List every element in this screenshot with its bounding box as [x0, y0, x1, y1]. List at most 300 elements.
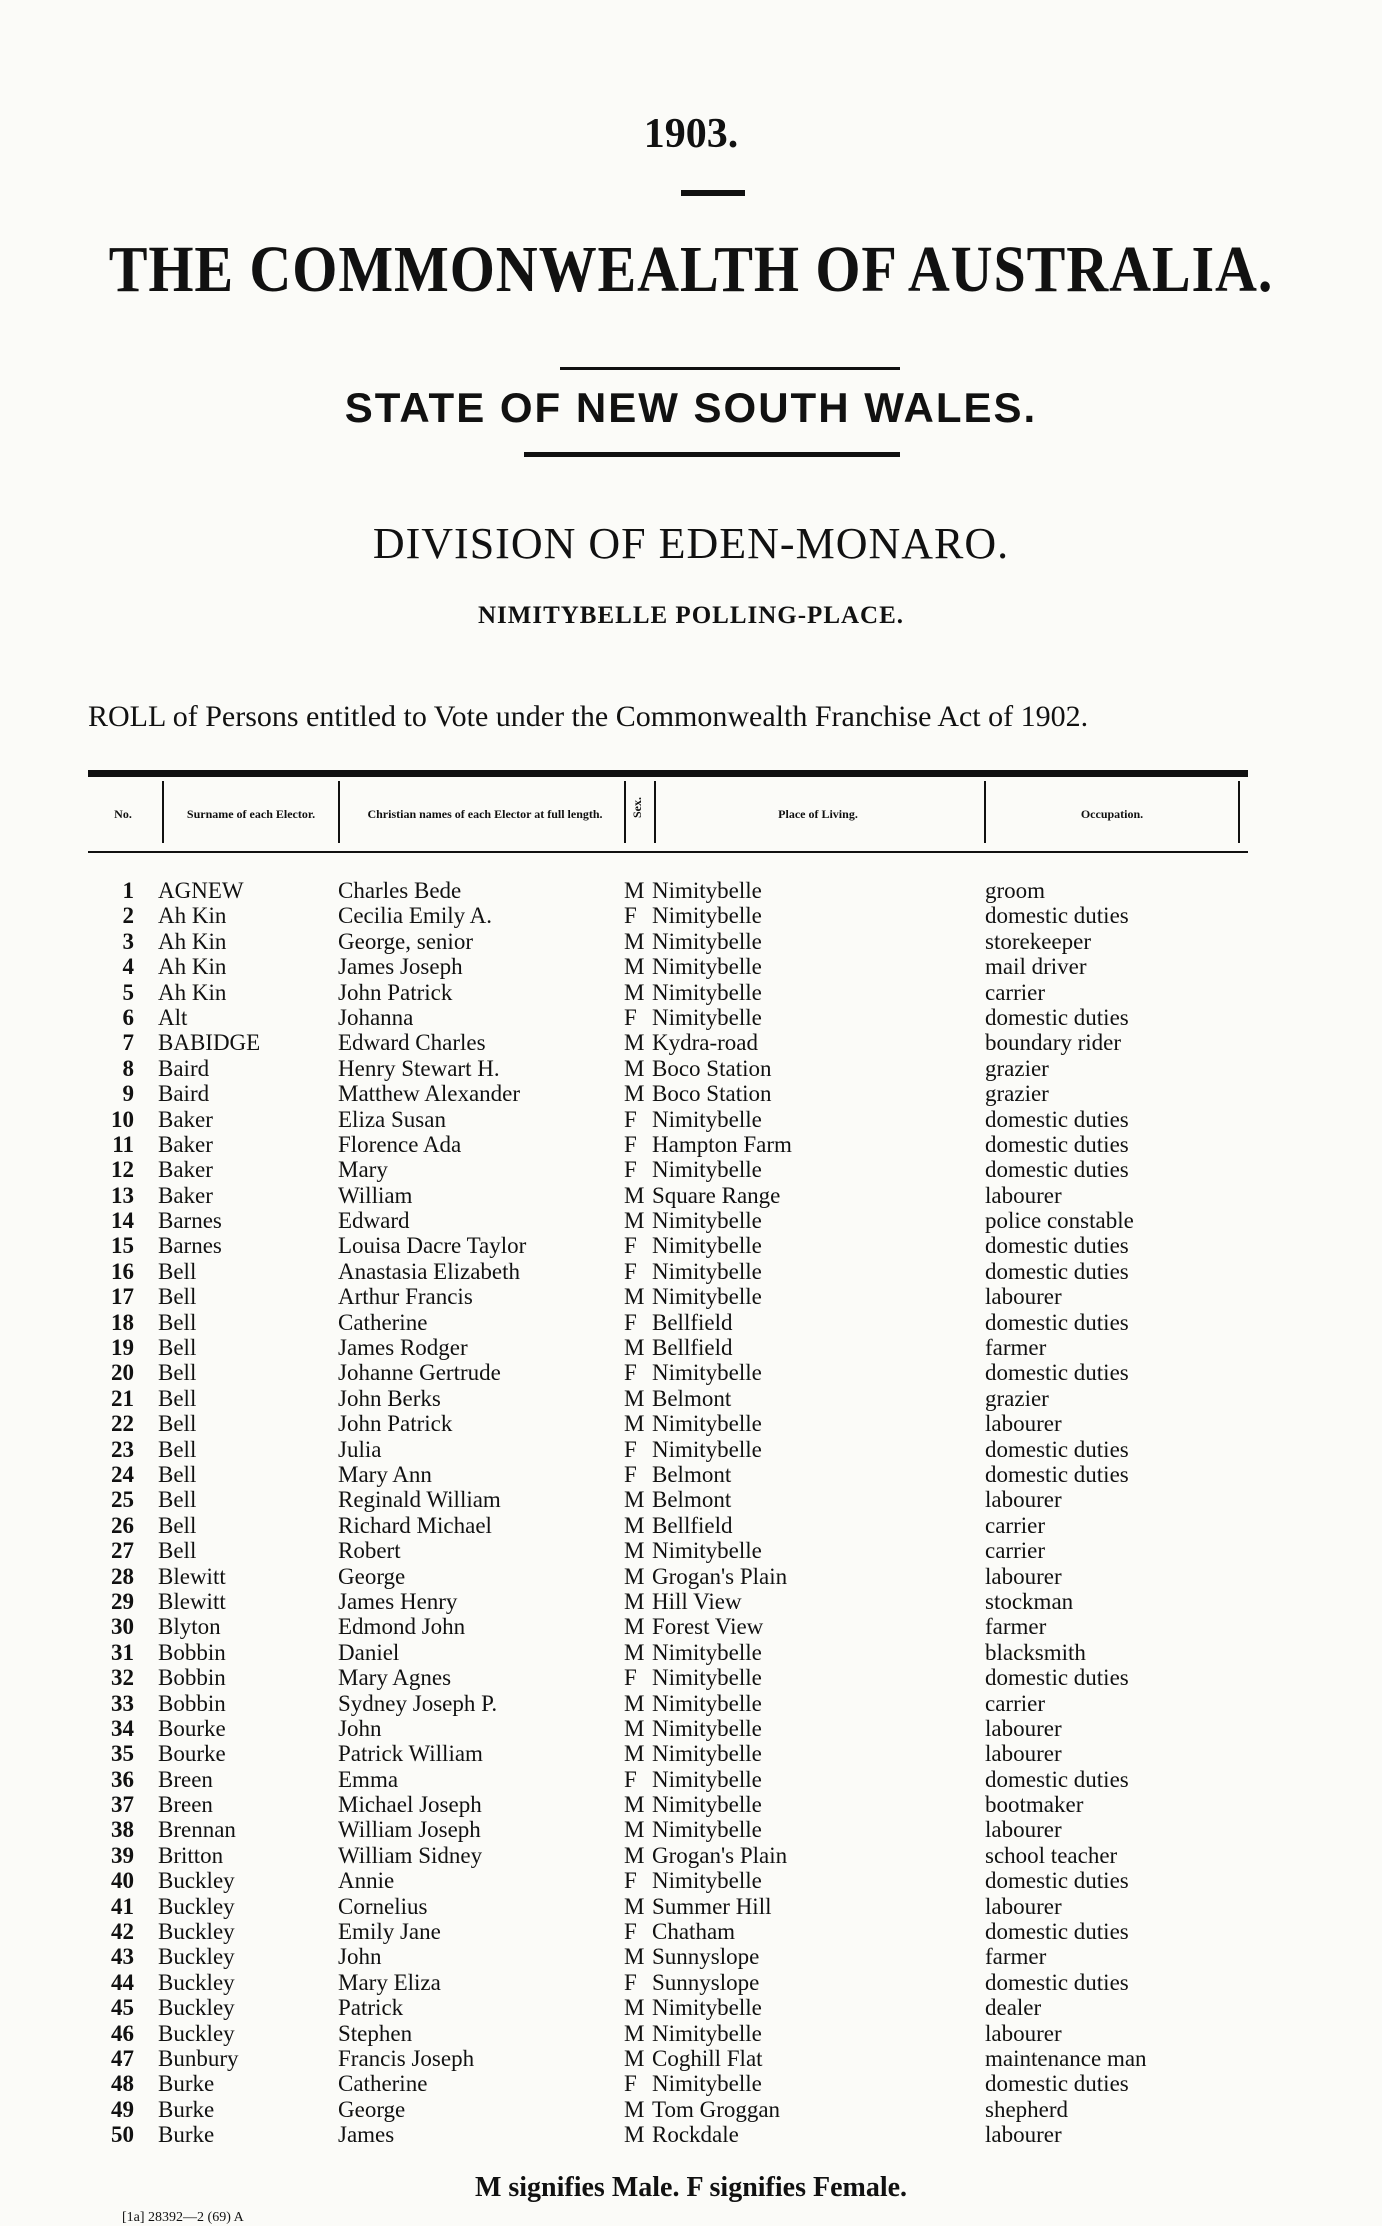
- elector-surname: Blyton: [158, 1614, 221, 1640]
- elector-occupation: labourer: [985, 1487, 1062, 1513]
- elector-place: Grogan's Plain: [652, 1563, 788, 1589]
- elector-occupation: school teacher: [985, 1842, 1118, 1868]
- elector-occupation: police constable: [985, 1208, 1134, 1234]
- elector-christian-names: Reginald William: [338, 1487, 501, 1513]
- elector-number: 2: [122, 903, 134, 929]
- elector-christian-names: Edward Charles: [338, 1030, 486, 1056]
- elector-sex: F: [624, 1461, 637, 1487]
- elector-number: 46: [111, 2020, 134, 2046]
- elector-sex: M: [624, 1741, 645, 1767]
- column-header-place: Place of Living.: [778, 806, 858, 821]
- elector-place: Nimitybelle: [652, 2020, 762, 2046]
- elector-number: 40: [111, 1868, 134, 1894]
- table-row: [0, 1462, 1382, 1487]
- elector-occupation: grazier: [985, 1385, 1049, 1411]
- elector-occupation: farmer: [985, 1614, 1047, 1640]
- year-heading: 1903.: [643, 111, 739, 157]
- elector-number: 1: [122, 878, 134, 903]
- elector-number: 32: [111, 1665, 134, 1691]
- polling-place-heading: NIMITYBELLE POLLING-PLACE.: [477, 602, 905, 629]
- elector-surname: BABIDGE: [158, 1030, 261, 1056]
- column-divider: [624, 781, 626, 843]
- table-row: [0, 929, 1382, 954]
- table-row: [0, 1589, 1382, 1614]
- elector-place: Nimitybelle: [652, 928, 762, 954]
- elector-christian-names: Mary Ann: [338, 1461, 432, 1487]
- elector-sex: M: [624, 979, 645, 1005]
- column-header-surname: Surname of each Elector.: [186, 806, 316, 821]
- elector-sex: F: [624, 1360, 637, 1386]
- elector-occupation: shepherd: [985, 2096, 1069, 2122]
- elector-number: 24: [111, 1461, 134, 1487]
- elector-sex: M: [624, 2045, 645, 2071]
- column-header-occupation: Occupation.: [1080, 806, 1144, 821]
- elector-place: Nimitybelle: [652, 903, 762, 929]
- elector-sex: M: [624, 928, 645, 954]
- elector-surname: Bell: [158, 1258, 197, 1284]
- elector-surname: Bell: [158, 1436, 197, 1462]
- elector-occupation: labourer: [985, 1741, 1062, 1767]
- elector-surname: Ah Kin: [158, 903, 227, 929]
- elector-surname: Bourke: [158, 1715, 226, 1741]
- elector-christian-names: Richard Michael: [338, 1512, 492, 1538]
- elector-occupation: domestic duties: [985, 1233, 1129, 1259]
- table-row: [0, 903, 1382, 928]
- elector-place: Nimitybelle: [652, 1868, 762, 1894]
- elector-christian-names: Henry Stewart H.: [338, 1055, 500, 1081]
- elector-christian-names: Anastasia Elizabeth: [338, 1258, 521, 1284]
- elector-christian-names: Daniel: [338, 1639, 400, 1665]
- elector-place: Forest View: [652, 1614, 764, 1640]
- elector-occupation: domestic duties: [985, 1131, 1129, 1157]
- table-row: [0, 2071, 1382, 2096]
- elector-christian-names: Francis Joseph: [338, 2045, 475, 2071]
- table-row: [0, 1437, 1382, 1462]
- elector-place: Nimitybelle: [652, 1106, 762, 1132]
- elector-place: Bellfield: [652, 1309, 733, 1335]
- elector-place: Nimitybelle: [652, 1639, 762, 1665]
- elector-christian-names: Arthur Francis: [338, 1284, 473, 1310]
- elector-surname: Blewitt: [158, 1588, 226, 1614]
- elector-occupation: stockman: [985, 1588, 1074, 1614]
- elector-surname: Baker: [158, 1131, 213, 1157]
- elector-place: Nimitybelle: [652, 1208, 762, 1234]
- elector-surname: Bell: [158, 1335, 197, 1361]
- elector-occupation: domestic duties: [985, 1436, 1129, 1462]
- elector-surname: Burke: [158, 2096, 215, 2122]
- table-row: [0, 1767, 1382, 1792]
- electors-list: [0, 878, 1382, 2148]
- elector-place: Nimitybelle: [652, 1233, 762, 1259]
- elector-sex: M: [624, 1208, 645, 1234]
- elector-christian-names: William Joseph: [338, 1817, 481, 1843]
- table-row: [0, 1817, 1382, 1842]
- elector-number: 48: [111, 2071, 134, 2097]
- table-row: [0, 1792, 1382, 1817]
- elector-sex: F: [624, 1969, 637, 1995]
- elector-surname: Bunbury: [158, 2045, 239, 2071]
- table-row: [0, 1868, 1382, 1893]
- elector-place: Nimitybelle: [652, 1538, 762, 1564]
- elector-christian-names: Annie: [338, 1868, 395, 1894]
- elector-number: 47: [111, 2045, 134, 2071]
- table-row: [0, 1081, 1382, 1106]
- elector-number: 11: [112, 1131, 134, 1157]
- elector-sex: M: [624, 878, 645, 903]
- column-divider: [338, 781, 340, 843]
- elector-occupation: domestic duties: [985, 1106, 1129, 1132]
- elector-sex: M: [624, 1817, 645, 1843]
- elector-sex: F: [624, 1258, 637, 1284]
- elector-number: 29: [111, 1588, 134, 1614]
- table-row: [0, 1741, 1382, 1766]
- elector-surname: Baker: [158, 1106, 213, 1132]
- elector-christian-names: John Patrick: [338, 979, 453, 1005]
- table-row: [0, 1665, 1382, 1690]
- elector-occupation: bootmaker: [985, 1792, 1084, 1818]
- elector-occupation: grazier: [985, 1081, 1049, 1107]
- table-row: [0, 1614, 1382, 1639]
- table-row: [0, 1030, 1382, 1055]
- elector-surname: Bell: [158, 1411, 197, 1437]
- elector-number: 12: [111, 1157, 134, 1183]
- table-row: [0, 1411, 1382, 1436]
- elector-surname: Bell: [158, 1461, 197, 1487]
- elector-place: Sunnyslope: [652, 1944, 760, 1970]
- elector-surname: Baird: [158, 1055, 210, 1081]
- table-row: [0, 1360, 1382, 1385]
- table-row: [0, 1640, 1382, 1665]
- elector-place: Nimitybelle: [652, 1665, 762, 1691]
- elector-christian-names: Johanna: [338, 1004, 414, 1030]
- table-row: [0, 2122, 1382, 2147]
- elector-number: 14: [111, 1208, 134, 1234]
- elector-occupation: carrier: [985, 1690, 1045, 1716]
- elector-place: Coghill Flat: [652, 2045, 763, 2071]
- elector-surname: Bobbin: [158, 1690, 226, 1716]
- elector-surname: Buckley: [158, 2020, 235, 2046]
- table-row: [0, 1386, 1382, 1411]
- elector-surname: Burke: [158, 2122, 215, 2148]
- elector-surname: Blewitt: [158, 1563, 226, 1589]
- elector-sex: F: [624, 1131, 637, 1157]
- elector-sex: F: [624, 1868, 637, 1894]
- elector-number: 28: [111, 1563, 134, 1589]
- elector-place: Nimitybelle: [652, 1360, 762, 1386]
- elector-surname: Baker: [158, 1157, 213, 1183]
- elector-surname: Britton: [158, 1842, 224, 1868]
- elector-place: Nimitybelle: [652, 1157, 762, 1183]
- roll-heading: ROLL of Persons entitled to Vote under the Commonwealth Franchise Act of 1902.: [88, 700, 1089, 733]
- elector-occupation: storekeeper: [985, 928, 1091, 954]
- elector-occupation: dealer: [985, 1995, 1042, 2021]
- elector-number: 33: [111, 1690, 134, 1716]
- elector-sex: M: [624, 1487, 645, 1513]
- elector-sex: M: [624, 2122, 645, 2148]
- elector-sex: M: [624, 1715, 645, 1741]
- column-divider: [654, 781, 656, 843]
- elector-occupation: domestic duties: [985, 1969, 1129, 1995]
- elector-number: 15: [111, 1233, 134, 1259]
- elector-number: 5: [122, 979, 134, 1005]
- elector-number: 43: [111, 1944, 134, 1970]
- elector-place: Nimitybelle: [652, 1715, 762, 1741]
- table-row: [0, 1208, 1382, 1233]
- elector-occupation: domestic duties: [985, 1766, 1129, 1792]
- table-row: [0, 954, 1382, 979]
- elector-christian-names: Patrick: [338, 1995, 404, 2021]
- elector-occupation: boundary rider: [985, 1030, 1122, 1056]
- elector-occupation: carrier: [985, 979, 1045, 1005]
- elector-surname: Buckley: [158, 1944, 235, 1970]
- elector-christian-names: Cornelius: [338, 1893, 428, 1919]
- elector-sex: M: [624, 1335, 645, 1361]
- elector-number: 38: [111, 1817, 134, 1843]
- sex-legend: M signifies Male. F signifies Female.: [474, 2172, 908, 2203]
- table-row: [0, 1132, 1382, 1157]
- elector-surname: Bell: [158, 1284, 197, 1310]
- elector-sex: M: [624, 1690, 645, 1716]
- elector-christian-names: James Rodger: [338, 1335, 468, 1361]
- elector-surname: Bell: [158, 1360, 197, 1386]
- elector-place: Kydra-road: [652, 1030, 759, 1056]
- elector-sex: M: [624, 1944, 645, 1970]
- elector-sex: F: [624, 903, 637, 929]
- elector-occupation: groom: [985, 878, 1046, 903]
- elector-sex: F: [624, 1004, 637, 1030]
- elector-place: Grogan's Plain: [652, 1842, 788, 1868]
- elector-christian-names: George, senior: [338, 928, 473, 954]
- table-row: [0, 1056, 1382, 1081]
- elector-christian-names: John Patrick: [338, 1411, 453, 1437]
- elector-number: 4: [122, 954, 134, 980]
- elector-occupation: labourer: [985, 1563, 1062, 1589]
- elector-occupation: maintenance man: [985, 2045, 1147, 2071]
- elector-sex: M: [624, 1563, 645, 1589]
- elector-place: Nimitybelle: [652, 1258, 762, 1284]
- table-row: [0, 1335, 1382, 1360]
- column-header-no: No.: [114, 806, 132, 821]
- elector-number: 49: [111, 2096, 134, 2122]
- elector-number: 25: [111, 1487, 134, 1513]
- elector-number: 16: [111, 1258, 134, 1284]
- table-row: [0, 1919, 1382, 1944]
- elector-place: Boco Station: [652, 1055, 772, 1081]
- elector-number: 50: [111, 2122, 134, 2148]
- elector-number: 45: [111, 1995, 134, 2021]
- elector-surname: Buckley: [158, 1893, 235, 1919]
- elector-surname: Bourke: [158, 1741, 226, 1767]
- elector-sex: M: [624, 1842, 645, 1868]
- elector-sex: M: [624, 1284, 645, 1310]
- elector-surname: Buckley: [158, 1995, 235, 2021]
- elector-christian-names: Catherine: [338, 2071, 428, 2097]
- elector-christian-names: George: [338, 1563, 406, 1589]
- elector-surname: Bell: [158, 1309, 197, 1335]
- elector-occupation: labourer: [985, 2122, 1062, 2148]
- table-row: [0, 1259, 1382, 1284]
- elector-surname: AGNEW: [158, 878, 244, 903]
- table-row: [0, 1513, 1382, 1538]
- elector-surname: Bell: [158, 1487, 197, 1513]
- elector-place: Chatham: [652, 1919, 736, 1945]
- elector-occupation: farmer: [985, 1944, 1047, 1970]
- elector-christian-names: Emma: [338, 1766, 399, 1792]
- table-row: [0, 1107, 1382, 1132]
- table-row: [0, 2021, 1382, 2046]
- elector-occupation: labourer: [985, 2020, 1062, 2046]
- table-row: [0, 1538, 1382, 1563]
- table-row: [0, 1970, 1382, 1995]
- elector-occupation: blacksmith: [985, 1639, 1086, 1665]
- elector-christian-names: Robert: [338, 1538, 401, 1564]
- elector-christian-names: Sydney Joseph P.: [338, 1690, 498, 1716]
- elector-sex: M: [624, 1995, 645, 2021]
- elector-occupation: labourer: [985, 1817, 1062, 1843]
- elector-number: 22: [111, 1411, 134, 1437]
- elector-number: 6: [122, 1004, 134, 1030]
- elector-number: 3: [122, 928, 134, 954]
- elector-number: 42: [111, 1919, 134, 1945]
- elector-occupation: labourer: [985, 1284, 1062, 1310]
- table-row: [0, 980, 1382, 1005]
- elector-sex: M: [624, 1893, 645, 1919]
- elector-surname: Bobbin: [158, 1665, 226, 1691]
- elector-sex: M: [624, 1614, 645, 1640]
- table-row: [0, 2097, 1382, 2122]
- elector-place: Tom Groggan: [652, 2096, 781, 2122]
- elector-christian-names: John Berks: [338, 1385, 441, 1411]
- elector-surname: Baker: [158, 1182, 213, 1208]
- elector-christian-names: John: [338, 1715, 382, 1741]
- elector-occupation: domestic duties: [985, 1360, 1129, 1386]
- elector-surname: Buckley: [158, 1969, 235, 1995]
- elector-christian-names: Patrick William: [338, 1741, 483, 1767]
- elector-place: Nimitybelle: [652, 1004, 762, 1030]
- elector-number: 37: [111, 1792, 134, 1818]
- elector-sex: F: [624, 1919, 637, 1945]
- elector-number: 31: [111, 1639, 134, 1665]
- elector-place: Boco Station: [652, 1081, 772, 1107]
- elector-occupation: domestic duties: [985, 1258, 1129, 1284]
- elector-occupation: domestic duties: [985, 1461, 1129, 1487]
- elector-occupation: labourer: [985, 1715, 1062, 1741]
- elector-surname: Breen: [158, 1792, 213, 1818]
- elector-occupation: domestic duties: [985, 1665, 1129, 1691]
- elector-christian-names: Catherine: [338, 1309, 428, 1335]
- elector-sex: M: [624, 1639, 645, 1665]
- elector-surname: Brennan: [158, 1817, 236, 1843]
- elector-christian-names: Michael Joseph: [338, 1792, 482, 1818]
- table-row: [0, 1233, 1382, 1258]
- elector-surname: Bell: [158, 1385, 197, 1411]
- elector-christian-names: Mary: [338, 1157, 388, 1183]
- elector-christian-names: Edmond John: [338, 1614, 466, 1640]
- elector-place: Bellfield: [652, 1512, 733, 1538]
- elector-number: 8: [122, 1055, 134, 1081]
- table-row: [0, 1894, 1382, 1919]
- elector-surname: Buckley: [158, 1919, 235, 1945]
- table-row: [0, 878, 1382, 903]
- elector-number: 21: [111, 1385, 134, 1411]
- table-row: [0, 1487, 1382, 1512]
- elector-occupation: mail driver: [985, 954, 1087, 980]
- elector-number: 19: [111, 1335, 134, 1361]
- elector-christian-names: Johanne Gertrude: [338, 1360, 501, 1386]
- elector-place: Nimitybelle: [652, 1690, 762, 1716]
- elector-sex: M: [624, 2096, 645, 2122]
- elector-sex: F: [624, 1157, 637, 1183]
- elector-place: Nimitybelle: [652, 954, 762, 980]
- elector-place: Nimitybelle: [652, 979, 762, 1005]
- division-heading: DIVISION OF EDEN-MONARO.: [372, 519, 1010, 568]
- divider-rule: [524, 452, 900, 457]
- elector-surname: Ah Kin: [158, 954, 227, 980]
- elector-occupation: labourer: [985, 1182, 1062, 1208]
- elector-number: 18: [111, 1309, 134, 1335]
- main-title: THE COMMONWEALTH OF AUSTRALIA.: [108, 233, 1274, 306]
- elector-sex: F: [624, 1233, 637, 1259]
- elector-sex: F: [624, 1309, 637, 1335]
- table-row: [0, 2046, 1382, 2071]
- elector-surname: Bell: [158, 1512, 197, 1538]
- elector-number: 17: [111, 1284, 134, 1310]
- print-reference: [1a] 28392—2 (69) A: [122, 2210, 244, 2225]
- elector-christian-names: Edward: [338, 1208, 410, 1234]
- elector-christian-names: Florence Ada: [338, 1131, 462, 1157]
- elector-christian-names: Mary Eliza: [338, 1969, 441, 1995]
- elector-surname: Burke: [158, 2071, 215, 2097]
- elector-place: Nimitybelle: [652, 1766, 762, 1792]
- elector-occupation: domestic duties: [985, 1309, 1129, 1335]
- elector-sex: F: [624, 1436, 637, 1462]
- column-divider: [162, 781, 164, 843]
- table-row: [0, 1944, 1382, 1969]
- table-row: [0, 1843, 1382, 1868]
- elector-sex: M: [624, 1182, 645, 1208]
- elector-surname: Ah Kin: [158, 979, 227, 1005]
- table-row: [0, 1564, 1382, 1589]
- elector-place: Bellfield: [652, 1335, 733, 1361]
- elector-christian-names: James Henry: [338, 1588, 458, 1614]
- elector-occupation: labourer: [985, 1893, 1062, 1919]
- elector-occupation: carrier: [985, 1538, 1045, 1564]
- elector-sex: M: [624, 1411, 645, 1437]
- elector-place: Rockdale: [652, 2122, 739, 2148]
- elector-christian-names: Julia: [338, 1436, 382, 1462]
- elector-place: Nimitybelle: [652, 1411, 762, 1437]
- elector-place: Nimitybelle: [652, 878, 762, 903]
- elector-place: Nimitybelle: [652, 1284, 762, 1310]
- elector-occupation: labourer: [985, 1411, 1062, 1437]
- table-row: [0, 1691, 1382, 1716]
- elector-place: Nimitybelle: [652, 1741, 762, 1767]
- elector-christian-names: Stephen: [338, 2020, 413, 2046]
- elector-number: 9: [122, 1081, 134, 1107]
- elector-christian-names: Eliza Susan: [338, 1106, 446, 1132]
- table-row: [0, 1310, 1382, 1335]
- elector-christian-names: Cecilia Emily A.: [338, 903, 492, 929]
- elector-surname: Barnes: [158, 1233, 222, 1259]
- divider-rule: [681, 190, 745, 196]
- elector-number: 34: [111, 1715, 134, 1741]
- elector-surname: Ah Kin: [158, 928, 227, 954]
- elector-christian-names: Matthew Alexander: [338, 1081, 521, 1107]
- elector-place: Nimitybelle: [652, 1436, 762, 1462]
- elector-christian-names: Emily Jane: [338, 1919, 441, 1945]
- elector-sex: F: [624, 1106, 637, 1132]
- elector-sex: M: [624, 1030, 645, 1056]
